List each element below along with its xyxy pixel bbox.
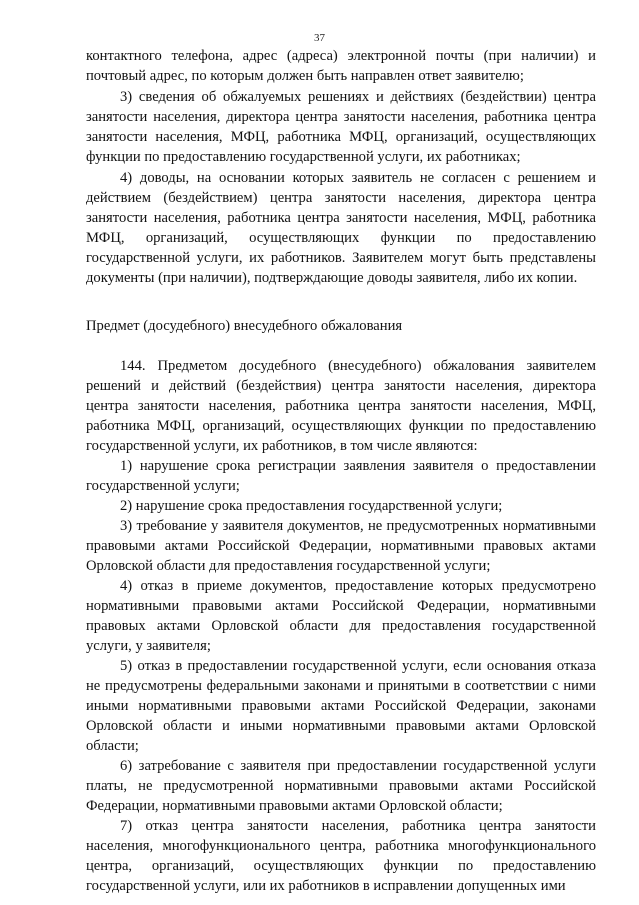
paragraph-item-4: 4) доводы, на основании которых заявитель не согласен с решением и действием (бездействием) центра занятости населения, директора центра занятости населения, работника центра занятости населения, МФЦ, работника МФЦ, организаций, осуществляющих функции по предоставлению государственной услуги, их работников. Заявителем могут быть представлены документы (при наличии), подтверждающие доводы заявителя, либо их копии. — [86, 170, 596, 286]
list-item-5: 5) отказ в предоставлении государственной услуги, если основания отказа не предусмотрены федеральными законами и принятыми в соответствии с ними иными нормативными правовыми актами Российской Федерации, законами Орловской области и иными нормативными правовыми актами Орловской области; — [86, 658, 596, 754]
paragraph-item-3: 3) сведения об обжалуемых решениях и действиях (бездействии) центра занятости населения, директора центра занятости населения, работника центра занятости населения, МФЦ, работника МФЦ, организаций, осуществляющих функции по предоставлению государственной услуги, их работниках; — [86, 89, 596, 165]
paragraph-144: 144. Предметом досудебного (внесудебного) обжалования заявителем решений и действий (бездействия) центра занятости населения, директора центра занятости населения, работника центра занятости населения, МФЦ, работника МФЦ, организаций, осуществляющих функции по предоставлению государственной услуги, их работников, в том числе являются: — [86, 358, 596, 454]
list-item-7: 7) отказ центра занятости населения, работника центра занятости населения, многофункционального центра, работника многофункционального центра, организаций, осуществляющих функции по предоставлению государственной услуги, или их работников в исправлении допущенных ими — [86, 818, 596, 894]
list-item-3: 3) требование у заявителя документов, не предусмотренных нормативными правовыми актами Российской Федерации, нормативными правовых актами Орловской области для предоставления государственной услуги; — [86, 518, 596, 574]
document-body — [86, 46, 596, 896]
list-item-4: 4) отказ в приеме документов, предоставление которых предусмотрено нормативными правовыми актами Российской Федерации, нормативными правовых актами Орловской области для предоставления государственной услуги, у заявителя; — [86, 578, 596, 654]
list-item-1: 1) нарушение срока регистрации заявления заявителя о предоставлении государственной услуги; — [86, 458, 596, 494]
section-heading: Предмет (досудебного) внесудебного обжалования — [86, 318, 403, 334]
paragraph-continuation: контактного телефона, адрес (адреса) электронной почты (при наличии) и почтовый адрес, по которым должен быть направлен ответ заявителю; — [86, 48, 596, 84]
list-item-2: 2) нарушение срока предоставления государственной услуги; — [120, 498, 503, 514]
page-number: 37 — [314, 32, 325, 44]
list-item-6: 6) затребование с заявителя при предоставлении государственной услуги платы, не предусмотренной нормативными правовыми актами Российской Федерации, нормативными правовыми актами Орловской области; — [86, 758, 596, 814]
